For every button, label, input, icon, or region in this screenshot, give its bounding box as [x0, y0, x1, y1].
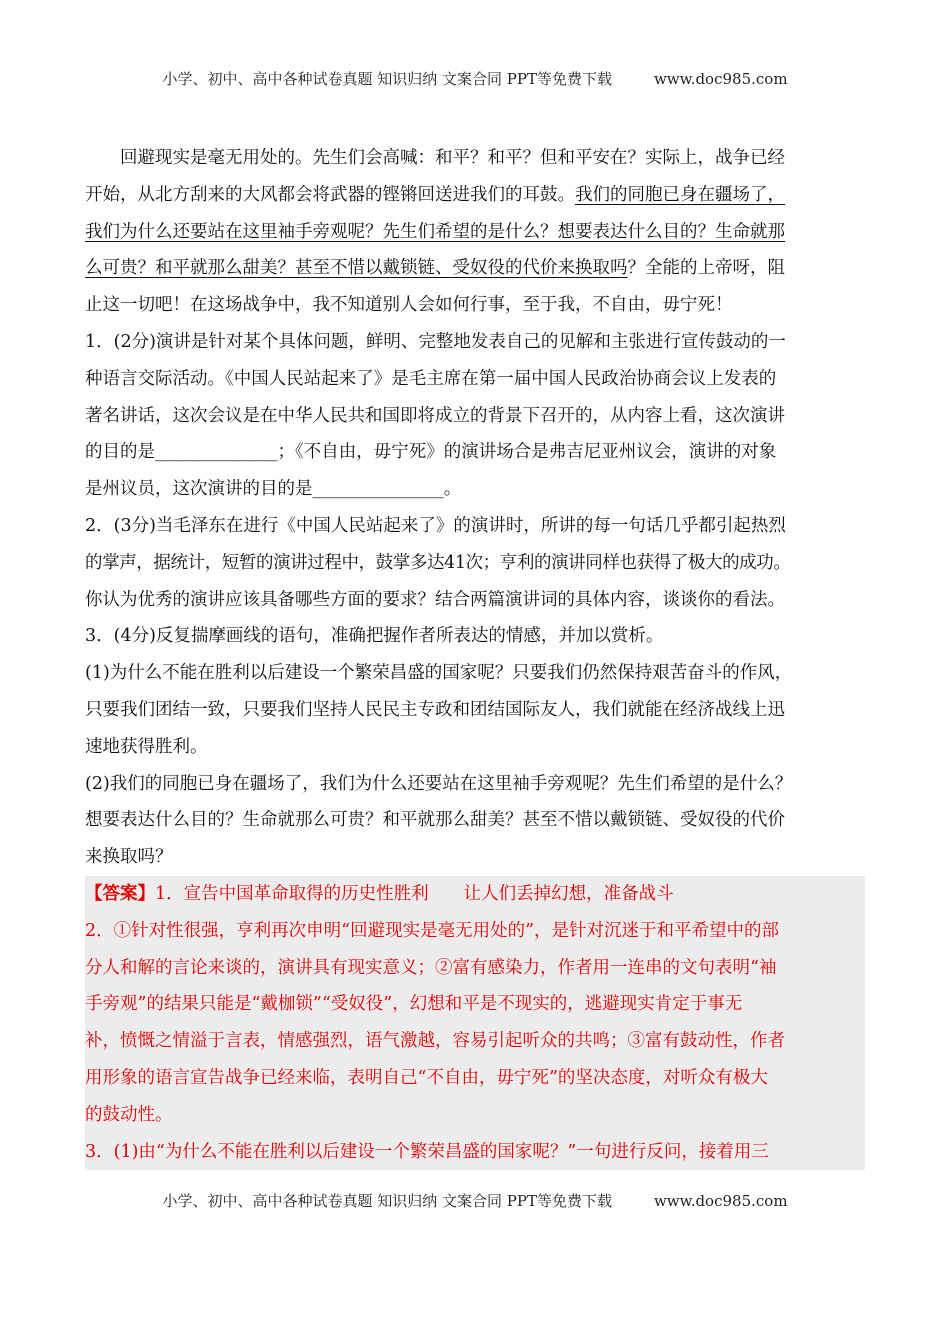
question-2: [85, 508, 865, 618]
question-line: 的目的是______________；《不自由，毋宁死》的演讲场合是弗吉尼亚州议会，演讲的对象: [85, 442, 777, 463]
footer-url[interactable]: www.doc985.com: [653, 1192, 788, 1210]
answer-line: 用形象的语言宣告战争已经来临，表明自己“不自由，毋宁死”的坚决态度，对听众有极大: [85, 1067, 768, 1088]
question-line: 3．(4分)反复揣摩画线的语句，准确把握作者所表达的情感，并加以赏析。: [85, 626, 664, 647]
question-line: 只要我们团结一致，只要我们坚持人民民主专政和团结国际友人，我们就能在经济战线上迅: [85, 699, 785, 720]
header-text: 小学、初中、高中各种试卷真题 知识归纳 文案合同 PPT等免费下载: [162, 70, 612, 88]
question-3: [85, 618, 865, 876]
page-footer: [0, 1190, 950, 1211]
answer-line: 3．(1)由“为什么不能在胜利以后建设一个繁荣昌盛的国家呢？”一句进行反问，接着用三: [85, 1141, 769, 1162]
question-line: 著名讲话，这次会议是在中华人民共和国即将成立的背景下召开的，从内容上看，这次演讲: [85, 405, 785, 426]
question-line: 是州议员，这次演讲的目的是_______________。: [85, 479, 462, 500]
passage-line: 止这一切吧！在这场战争中，我不知道别人会如何行事，至于我，不自由，毋宁死！: [85, 295, 733, 316]
underlined-line: 我们为什么还要站在这里袖手旁观呢？先生们希望的是什么？想要表达什么目的？生命就那: [85, 221, 785, 242]
question-line: 来换取吗？: [85, 847, 173, 868]
question-line: 的掌声，据统计，短暂的演讲过程中，鼓掌多达41次；亨利的演讲同样也获得了极大的成功。: [85, 552, 791, 573]
underlined-text: 我们的同胞已身在疆场了，: [575, 184, 785, 205]
question-line: 速地获得胜利。: [85, 736, 208, 757]
question-1: [85, 324, 865, 508]
question-line: 想要表达什么目的？生命就那么可贵？和平就那么甜美？甚至不惜以戴锁链、受奴役的代价: [85, 810, 785, 831]
passage-text: ？全能的上帝呀，阻: [627, 258, 785, 279]
passage-line: [85, 177, 865, 214]
answer-line: 分人和解的言论来谈的，演讲具有现实意义；②富有感染力，作者用一连串的文句表明“袖: [85, 957, 777, 978]
question-line: 2．(3分)当毛泽东在进行《中国人民站起来了》的演讲时，所讲的每一句话几乎都引起热烈: [85, 515, 786, 536]
question-line: 1．(2分)演讲是针对某个具体问题，鲜明、完整地发表自己的见解和主张进行宣传鼓动的一: [85, 331, 786, 352]
answer-line: 的鼓动性。: [85, 1104, 173, 1125]
question-line: (1)为什么不能在胜利以后建设一个繁荣昌盛的国家呢？只要我们仍然保持艰苦奋斗的作风，: [85, 663, 793, 684]
answer-line: 手旁观”的结果只能是“戴枷锁”“受奴役”，幻想和平是不现实的，逃避现实肯定于事无: [85, 994, 743, 1015]
answer-section: [85, 876, 865, 1170]
passage-text: 开始，从北方刮来的大风都会将武器的铿锵回送进我们的耳鼓。: [85, 184, 575, 205]
question-line: 种语言交际活动。《中国人民站起来了》是毛主席在第一届中国人民政治协商会议上发表的: [85, 368, 777, 389]
passage-line: [85, 250, 865, 287]
underlined-text: 么可贵？和平就那么甜美？甚至不惜以戴锁链、受奴役的代价来换取吗: [85, 258, 628, 279]
passage: [85, 140, 865, 324]
answer-line: 补，愤慨之情溢于言表，情感强烈，语气激越，容易引起听众的共鸣；③富有鼓动性，作者: [85, 1031, 785, 1052]
question-line: (2)我们的同胞已身在疆场了，我们为什么还要站在这里袖手旁观呢？先生们希望的是什么？: [85, 773, 793, 794]
document-body: [85, 140, 865, 1170]
page-header: [0, 68, 950, 89]
header-url[interactable]: www.doc985.com: [653, 70, 788, 88]
footer-text: 小学、初中、高中各种试卷真题 知识归纳 文案合同 PPT等免费下载: [162, 1192, 612, 1210]
answer-line: [85, 876, 865, 913]
answer-text: 1．宣告中国革命取得的历史性胜利 让人们丢掉幻想，准备战斗: [155, 883, 674, 904]
answer-line: 2．①针对性很强，亨利再次申明“回避现实是毫无用处的”，是针对沉迷于和平希望中的部: [85, 920, 780, 941]
answer-tag: 【答案】: [85, 883, 155, 904]
passage-line: 回避现实是毫无用处的。先生们会高喊：和平？和平？但和平安在？实际上，战争已经: [120, 148, 785, 168]
question-line: 你认为优秀的演讲应该具备哪些方面的要求？结合两篇演讲词的具体内容，谈谈你的看法。: [85, 589, 785, 610]
